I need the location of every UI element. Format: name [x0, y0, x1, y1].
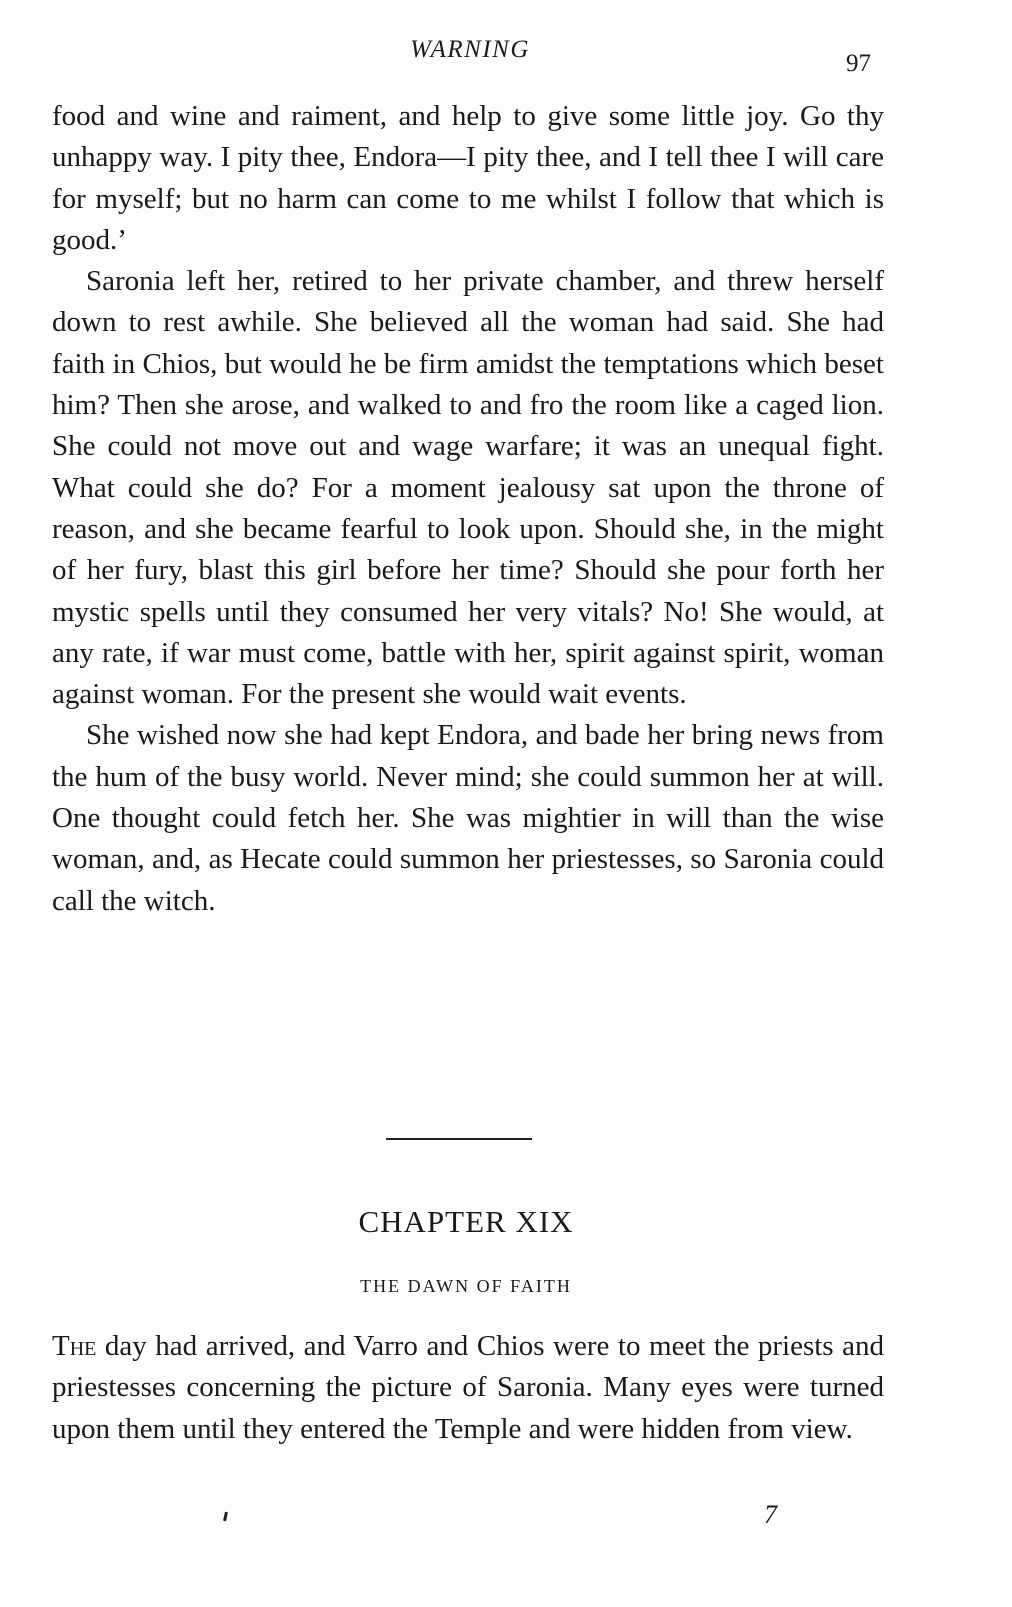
paragraph-saronia-wished: She wished now she had kept Endora, and bade her bring news from the hum of the busy world. Never mind; she could summon her at will. One thought could fetch her. She was mightier in will than the wise woman, and, as Hecate could summon her priestesses, so Saronia could call the witch.: [52, 719, 884, 917]
chapter-opening-rest: day had arrived, and Varro and Chios were to meet the priests and priestesses concerning the picture of Saronia. Many eyes were turned upon them until they entered the Temple and were hidden from view.: [52, 1330, 884, 1445]
signature-mark: 7: [764, 1500, 777, 1529]
chapter-opening-word: The: [52, 1330, 97, 1362]
chapter-opening-paragraph: [52, 1326, 884, 1450]
chapter-text: [52, 1326, 884, 1450]
paragraph-continuation: food and wine and raiment, and help to give some little joy. Go thy unhappy way. I pity thee, Endora—I pity thee, and I tell thee I will care for myself; but no harm can come to me whilst I follow that which is good.’: [52, 100, 884, 256]
running-head: [0, 36, 1012, 76]
body-text: [52, 96, 884, 922]
running-title: WARNING: [410, 36, 530, 63]
section-divider: [386, 1138, 532, 1140]
paragraph-saronia-left: Saronia left her, retired to her private chamber, and threw herself down to rest awhile. She believed all the woman had said. She had faith in Chios, but would he be firm amidst the temptations which beset him? Then she arose, and walked to and fro the room like a caged lion. She could not move out and wage warfare; it was an unequal fight. What could she do? For a moment jealousy sat upon the throne of reason, and she became fearful to look upon. Should she, in the might of her fury, blast this girl before her time? Should she pour forth her mystic spells until they consumed her very vitals? No! She would, at any rate, if war must come, battle with her, spirit against spirit, woman against woman. For the present she would wait events.: [52, 265, 884, 711]
chapter-heading: CHAPTER XIX: [358, 1204, 574, 1239]
chapter-subtitle: THE DAWN OF FAITH: [360, 1276, 572, 1296]
print-speck: [223, 1512, 228, 1521]
page-number: 97: [846, 50, 871, 77]
